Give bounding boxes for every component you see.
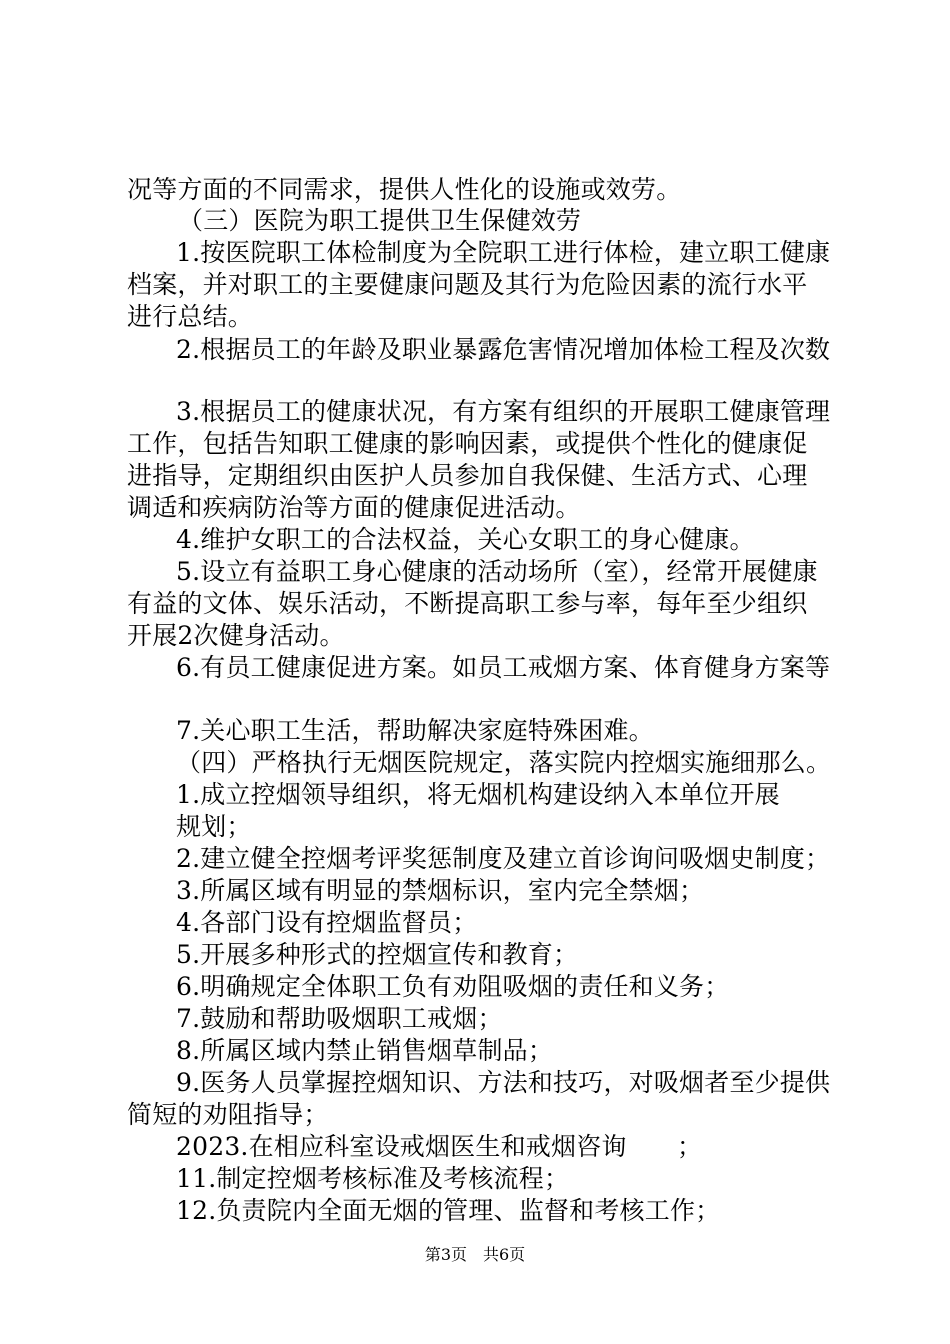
text-line: 况等方面的不同需求，提供人性化的设施或效劳。	[127, 175, 682, 204]
text-line: 4.各部门设有控烟监督员；	[176, 908, 478, 937]
text-line: 5.设立有益职工身心健康的活动场所（室），经常开展健康	[176, 557, 818, 586]
text-line: 3.所属区域有明显的禁烟标识，室内完全禁烟；	[176, 876, 705, 905]
page-number-footer: 第3页 共6页	[424, 1245, 526, 1264]
text-line: 2.建立健全控烟考评奖惩制度及建立首诊询问吸烟史制度；	[176, 844, 831, 873]
text-line: 9.医务人员掌握控烟知识、方法和技巧，对吸烟者至少提供	[176, 1068, 831, 1097]
text-line: 7.关心职工生活，帮助解决家庭特殊困难。	[176, 716, 654, 745]
text-line: 规划；	[176, 812, 252, 841]
text-line: 1.按医院职工体检制度为全院职工进行体检，建立职工健康	[176, 238, 831, 267]
text-line: 8.所属区域内禁止销售烟草制品；	[176, 1036, 554, 1065]
text-line: 1.成立控烟领导组织，将无烟机构建设纳入本单位开展	[176, 780, 780, 809]
text-line: 7.鼓励和帮助吸烟职工戒烟；	[176, 1004, 503, 1033]
section-heading: （三）医院为职工提供卫生保健效劳	[178, 206, 582, 235]
text-line: 调适和疾病防治等方面的健康促进活动。	[127, 493, 581, 522]
text-line: 简短的劝阻指导；	[127, 1100, 329, 1129]
text-line: 进行总结。	[127, 302, 254, 331]
text-line: 有益的文体、娱乐活动，不断提高职工参与率，每年至少组织	[127, 589, 808, 618]
text-line: 4.维护女职工的合法权益，关心女职工的身心健康。	[176, 525, 755, 554]
text-line: 2.根据员工的年龄及职业暴露危害情况增加体检工程及次数	[176, 335, 831, 364]
text-line: 开展2次健身活动。	[127, 621, 345, 650]
text-line: 6.明确规定全体职工负有劝阻吸烟的责任和义务；	[176, 972, 730, 1001]
text-line: 档案，并对职工的主要健康问题及其行为危险因素的流行水平	[127, 270, 808, 299]
text-line: 2023.在相应科室设戒烟医生和戒烟咨询 ；	[176, 1132, 703, 1161]
text-line: 12.负责院内全面无烟的管理、监督和考核工作；	[176, 1196, 721, 1225]
text-line: 进指导，定期组织由医护人员参加自我保健、生活方式、心理	[127, 461, 808, 490]
text-line: 工作，包括告知职工健康的影响因素，或提供个性化的健康促	[127, 429, 808, 458]
text-line: 5.开展多种形式的控烟宣传和教育；	[176, 940, 579, 969]
text-line: 3.根据员工的健康状况，有方案有组织的开展职工健康管理	[176, 397, 831, 426]
section-heading: （四）严格执行无烟医院规定，落实院内控烟实施细那么。	[176, 748, 832, 777]
text-line: 6.有员工健康促进方案。如员工戒烟方案、体育健身方案等	[176, 653, 831, 682]
text-line: 11.制定控烟考核标准及考核流程；	[176, 1164, 570, 1193]
